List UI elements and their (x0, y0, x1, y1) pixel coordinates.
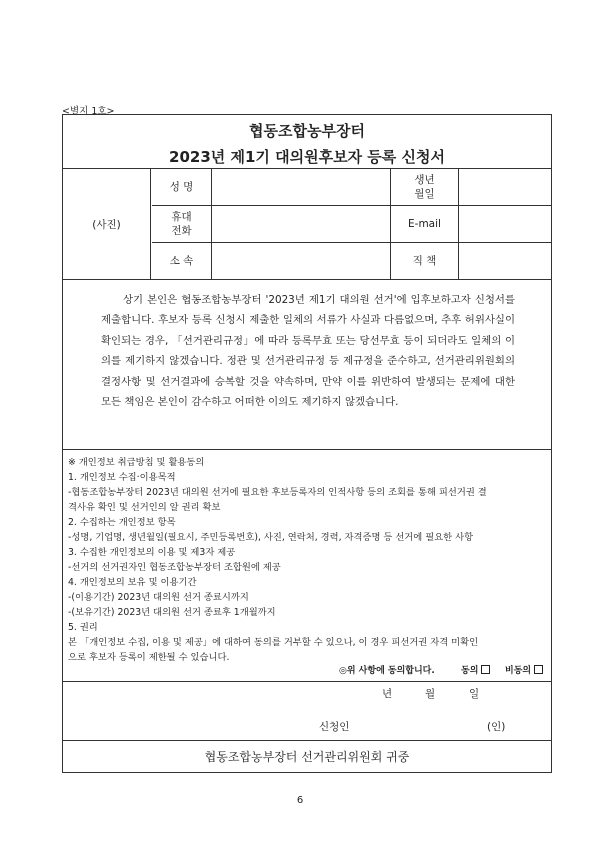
position-label-cell (391, 243, 458, 280)
agree-yes-option[interactable] (461, 663, 490, 676)
applicant-info-table (63, 169, 551, 280)
phone-field[interactable] (212, 206, 390, 242)
privacy-s4-title: 4. 개인정보의 보유 및 이용기간 (68, 577, 197, 588)
agree-no-label: 비동의 (505, 666, 532, 676)
privacy-s1-body-1: -협동조합농부장터 2023년 대의원 선거에 필요한 후보등록자의 인적사항 등의 조회를 통해 피선거권 결 (68, 487, 487, 498)
pledge-section (63, 280, 551, 450)
affiliation-field[interactable] (212, 243, 390, 280)
position-label: 직 책 (412, 255, 437, 268)
agree-yes-checkbox[interactable] (481, 665, 490, 674)
email-field[interactable] (459, 206, 551, 242)
birth-label-cell (391, 169, 458, 205)
phone-label-cell (152, 206, 211, 242)
privacy-s5-body-2: 으로 후보자 등록이 제한될 수 있습니다. (68, 652, 230, 663)
agree-no-checkbox[interactable] (534, 665, 543, 674)
form-title-block (63, 115, 551, 169)
privacy-s2-body: -성명, 기업명, 생년월일(필요시, 주민등록번호), 사진, 연락처, 경력, 자격증명 등 선거에 필요한 사항 (68, 532, 474, 543)
privacy-s2-title: 2. 수집하는 개인정보 항목 (68, 517, 176, 528)
agree-statement: ◎위 사항에 동의합니다. (339, 666, 435, 676)
name-label: 성 명 (169, 180, 194, 193)
position-field[interactable] (459, 243, 551, 280)
birth-field[interactable] (459, 169, 551, 205)
name-label-cell (152, 169, 211, 205)
addressee-footer (63, 741, 551, 772)
birth-label-line1: 생년 (414, 173, 435, 186)
agree-no-option[interactable] (505, 663, 543, 676)
birth-label-line2: 월일 (414, 188, 435, 200)
affiliation-label: 소 속 (169, 255, 194, 268)
phone-label-line2: 전화 (171, 225, 192, 237)
page-number: 6 (296, 795, 304, 806)
addressee-text: 협동조합농부장터 선거관리위원회 귀중 (204, 750, 410, 764)
privacy-s3-title: 3. 수집한 개인정보의 이용 및 제3자 제공 (68, 547, 236, 558)
privacy-consent-section (63, 450, 551, 682)
seal-label: (인) (487, 721, 506, 733)
privacy-s1-body-2: 격사유 확인 및 선거인의 알 권리 확보 (68, 502, 221, 513)
org-title: 협동조합농부장터 (249, 122, 365, 140)
phone-label-line1: 휴대 (171, 210, 192, 223)
privacy-s5-title: 5. 권리 (68, 622, 98, 633)
month-label: 월 (425, 688, 436, 700)
privacy-s3-body: -선거의 선거권자인 협동조합농부장터 조합원에 제공 (68, 562, 281, 573)
signature-section (63, 682, 551, 741)
pledge-text: 상기 본인은 협동조합농부장터 '2023년 제1기 대의원 선거'에 입후보하고자 신청서를 제출합니다. 후보자 등록 신청시 제출한 일체의 서류가 사실과 다름없으며, 추후 허위사실이 확인되는 경우, 「선거관리규정」에 따라 등록무효 또는 당선무효 등이 되더라도 일체의 이의를 제기하지 않겠습니다. 정관 및 선거관리규정 등 제규정을 준수하고, 선거관리위원회의 결정사항 및 선거결과에 승복할 것을 약속하며, 만약 이를 위반하여 발생되는 문제에 대한 모든 책임은 본인이 감수하고 어떠한 이의도 제기하지 않겠습니다. (101, 294, 515, 409)
affiliation-label-cell (152, 243, 211, 280)
email-label: E-mail (408, 217, 441, 230)
photo-cell (63, 169, 151, 280)
form-title: 2023년 제1기 대의원후보자 등록 신청서 (169, 148, 445, 166)
privacy-s4-body-1: -(이용기간) 2023년 대의원 선거 종료시까지 (68, 592, 249, 603)
annex-label: <별지 1호> (62, 106, 115, 117)
privacy-s1-title: 1. 개인정보 수집·이용목적 (68, 472, 176, 483)
privacy-s5-body-1: 본 「개인정보 수집, 이용 및 제공」에 대하여 동의를 거부할 수 있으나, 이 경우 피선거권 자격 미확인 (68, 637, 479, 648)
email-label-cell (391, 206, 458, 242)
application-form (62, 114, 552, 773)
year-label: 년 (382, 688, 393, 700)
photo-label: (사진) (92, 219, 121, 231)
privacy-heading: ※ 개인정보 취급방침 및 활용동의 (68, 457, 205, 468)
day-label: 일 (469, 688, 480, 700)
privacy-s4-body-2: -(보유기간) 2023년 대의원 선거 종료후 1개월까지 (68, 607, 276, 618)
name-field[interactable] (212, 169, 390, 205)
agree-yes-label: 동의 (461, 666, 479, 676)
applicant-label: 신청인 (319, 721, 350, 733)
